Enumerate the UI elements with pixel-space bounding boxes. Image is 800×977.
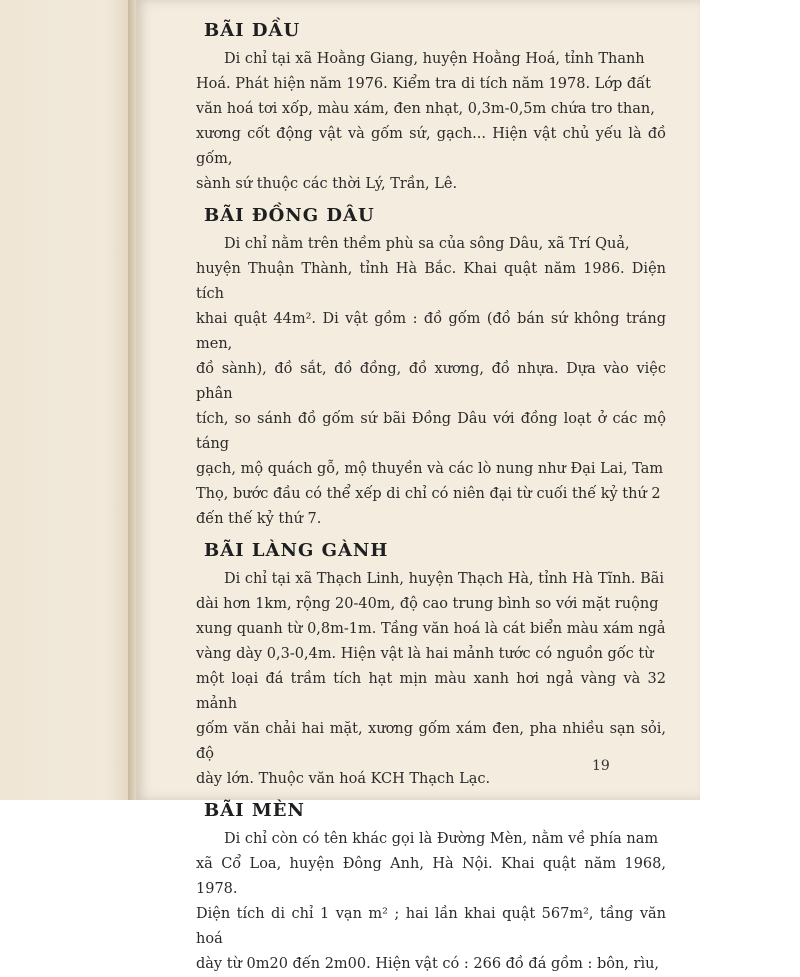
section-body — [196, 232, 666, 532]
background-edge — [700, 0, 800, 800]
text-line: xung quanh từ 0,8m-1m. Tầng văn hoá là cát biển màu xám ngả — [196, 621, 666, 637]
text-line: Di chỉ tại xã Thạch Linh, huyện Thạch Hà, tỉnh Hà Tĩnh. Bãi — [224, 571, 665, 587]
text-line: tích, so sánh đồ gốm sứ bãi Đồng Dâu với đồng loạt ở các mộ táng — [196, 411, 666, 452]
section-heading: BÃI ĐỒNG DÂU — [204, 205, 375, 226]
page-content — [196, 14, 666, 977]
text-line: Diện tích di chỉ 1 vạn m² ; hai lần khai quật 567m², tầng văn hoá — [196, 906, 666, 947]
text-line: văn hoá tơi xốp, màu xám, đen nhạt, 0,3m-0,5m chứa tro than, — [196, 101, 655, 117]
text-line: Hoá. Phát hiện năm 1976. Kiểm tra di tích năm 1978. Lớp đất — [196, 76, 651, 92]
text-line: huyện Thuận Thành, tỉnh Hà Bắc. Khai quật năm 1986. Diện tích — [196, 261, 666, 302]
text-line: Di chỉ còn có tên khác gọi là Đường Mèn, nằm về phía nam — [224, 831, 659, 847]
page-number: 19 — [592, 758, 610, 774]
text-line: gạch, mộ quách gỗ, mộ thuyền và các lò nung như Đại Lai, Tam — [196, 461, 664, 477]
text-line: vàng dày 0,3-0,4m. Hiện vật là hai mảnh tước có nguồn gốc từ — [196, 646, 654, 662]
text-line: sành sứ thuộc các thời Lý, Trần, Lê. — [196, 176, 458, 192]
book-page — [136, 0, 700, 972]
section-bai-lang-ganh — [196, 540, 666, 792]
text-line: một loại đá trầm tích hạt mịn màu xanh hơi ngả vàng và 32 mảnh — [196, 671, 666, 712]
text-line: dày từ 0m20 đến 2m00. Hiện vật có : 266 đồ đá gồm : bôn, rìu, — [196, 956, 660, 972]
text-line: dài hơn 1km, rộng 20-40m, độ cao trung bình so với mặt ruộng — [196, 596, 659, 612]
left-page-edge — [0, 0, 132, 800]
text-line: đến thế kỷ thứ 7. — [196, 511, 322, 527]
section-bai-men — [196, 800, 666, 977]
section-body — [196, 47, 666, 197]
section-heading: BÃI DẦU — [204, 20, 301, 41]
text-line: khai quật 44m². Di vật gồm : đồ gốm (đồ bán sứ không tráng men, — [196, 311, 666, 352]
text-line: xã Cổ Loa, huyện Đông Anh, Hà Nội. Khai quật năm 1968, 1978. — [196, 856, 666, 897]
text-line: Di chỉ nằm trên thềm phù sa của sông Dâu, xã Trí Quả, — [224, 236, 630, 252]
section-body — [196, 827, 666, 977]
text-line: Thọ, bước đầu có thể xếp di chỉ có niên đại từ cuối thế kỷ thứ 2 — [196, 486, 661, 502]
text-line: dày lớn. Thuộc văn hoá KCH Thạch Lạc. — [196, 771, 491, 787]
section-bai-dong-dau — [196, 205, 666, 532]
text-line: đồ sành), đồ sắt, đồ đồng, đồ xương, đồ nhựa. Dựa vào việc phân — [196, 361, 666, 402]
text-line: xương cốt động vật và gốm sứ, gạch... Hiện vật chủ yếu là đồ gốm, — [196, 126, 666, 167]
section-heading: BÃI LÀNG GÀNH — [204, 540, 389, 561]
section-heading: BÃI MÈN — [204, 800, 305, 821]
text-line: gốm văn chải hai mặt, xương gốm xám đen, pha nhiều sạn sỏi, độ — [196, 721, 666, 762]
text-line: Di chỉ tại xã Hoằng Giang, huyện Hoằng Hoá, tỉnh Thanh — [224, 51, 645, 67]
section-bai-dau — [196, 20, 666, 197]
